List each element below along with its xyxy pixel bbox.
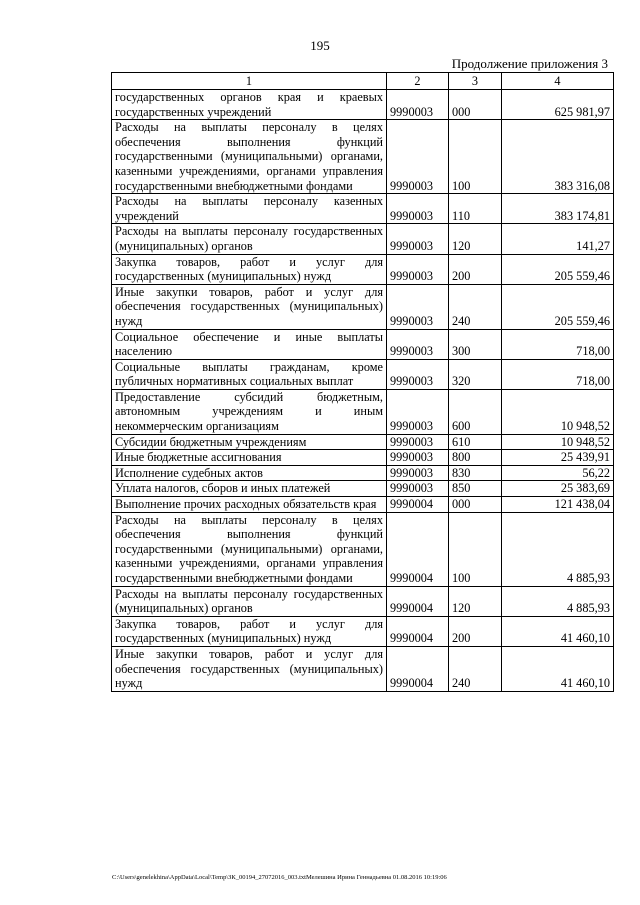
table-row [112,512,614,586]
table-row [112,450,614,466]
amount-cell: 625 981,97 [502,90,614,120]
expense-name-cell: Расходы на выплаты персоналу государственных (муниципальных) органов [112,586,387,616]
header-row [112,73,614,90]
target-article-cell: 9990004 [387,616,449,646]
target-article-cell: 9990004 [387,646,449,691]
expense-type-cell: 320 [449,359,502,389]
expense-name-cell: Предоставление субсидий бюджетным, автономным учреждениям и иным некоммерческим организациям [112,389,387,434]
amount-cell: 718,00 [502,329,614,359]
table-row [112,284,614,329]
expense-name-cell: Иные закупки товаров, работ и услуг для обеспечения государственных (муниципальных) нужд [112,284,387,329]
amount-cell: 41 460,10 [502,646,614,691]
amount-cell: 56,22 [502,465,614,481]
expense-type-cell: 000 [449,497,502,513]
expense-name-cell: Расходы на выплаты персоналу государственных (муниципальных) органов [112,224,387,254]
expense-type-cell: 200 [449,254,502,284]
expense-name-cell: Расходы на выплаты персоналу в целях обеспечения выполнения функций государственными (муниципальными) органами, казенными учреждениями, органами управления государственными внебюджетными фондами [112,120,387,194]
table-row [112,434,614,450]
target-article-cell: 9990003 [387,359,449,389]
target-article-cell: 9990004 [387,512,449,586]
expense-name-cell: государственных органов края и краевых государственных учреждений [112,90,387,120]
expense-type-cell: 200 [449,616,502,646]
table-row [112,497,614,513]
expense-type-cell: 800 [449,450,502,466]
header-col-1: 1 [112,73,387,90]
table-row [112,120,614,194]
table-row [112,616,614,646]
expense-name-cell: Субсидии бюджетным учреждениям [112,434,387,450]
expense-name-cell: Закупка товаров, работ и услуг для государственных (муниципальных) нужд [112,254,387,284]
expense-type-cell: 850 [449,481,502,497]
target-article-cell: 9990004 [387,586,449,616]
table-row [112,359,614,389]
expense-type-cell: 100 [449,120,502,194]
expense-type-cell: 240 [449,646,502,691]
expense-name-cell: Закупка товаров, работ и услуг для государственных (муниципальных) нужд [112,616,387,646]
table-row [112,329,614,359]
target-article-cell: 9990003 [387,90,449,120]
budget-table [111,72,614,692]
expense-type-cell: 830 [449,465,502,481]
amount-cell: 383 316,08 [502,120,614,194]
expense-name-cell: Уплата налогов, сборов и иных платежей [112,481,387,497]
expense-type-cell: 600 [449,389,502,434]
expense-name-cell: Расходы на выплаты персоналу казенных учреждений [112,194,387,224]
table-row [112,254,614,284]
target-article-cell: 9990003 [387,481,449,497]
amount-cell: 718,00 [502,359,614,389]
target-article-cell: 9990003 [387,465,449,481]
expense-name-cell: Исполнение судебных актов [112,465,387,481]
table-row [112,586,614,616]
expense-type-cell: 110 [449,194,502,224]
amount-cell: 141,27 [502,224,614,254]
amount-cell: 10 948,52 [502,389,614,434]
amount-cell: 205 559,46 [502,284,614,329]
expense-type-cell: 000 [449,90,502,120]
expense-type-cell: 100 [449,512,502,586]
target-article-cell: 9990003 [387,450,449,466]
amount-cell: 4 885,93 [502,586,614,616]
header-col-2: 2 [387,73,449,90]
target-article-cell: 9990003 [387,434,449,450]
table-row [112,465,614,481]
target-article-cell: 9990003 [387,329,449,359]
table-row [112,224,614,254]
amount-cell: 25 439,91 [502,450,614,466]
target-article-cell: 9990003 [387,224,449,254]
expense-type-cell: 120 [449,224,502,254]
expense-type-cell: 610 [449,434,502,450]
amount-cell: 10 948,52 [502,434,614,450]
page-number: 195 [310,38,330,53]
expense-name-cell: Выполнение прочих расходных обязательств края [112,497,387,513]
table-row [112,481,614,497]
expense-name-cell: Иные бюджетные ассигнования [112,450,387,466]
footer-file-path: C:\Users\genelekhina\AppData\Local\Temp\ЗК_00194_27072016_003.txtМелешина Ирина Геннадьевна 01.08.2016 10:19:06 [112,874,447,881]
expense-name-cell: Расходы на выплаты персоналу в целях обеспечения выполнения функций государственными (муниципальными) органами, казенными учреждениями, органами управления государственными внебюджетными фондами [112,512,387,586]
target-article-cell: 9990003 [387,284,449,329]
table-row [112,194,614,224]
table-row [112,90,614,120]
target-article-cell: 9990003 [387,389,449,434]
expense-name-cell: Социальные выплаты гражданам, кроме публичных нормативных социальных выплат [112,359,387,389]
amount-cell: 205 559,46 [502,254,614,284]
amount-cell: 41 460,10 [502,616,614,646]
amount-cell: 25 383,69 [502,481,614,497]
expense-name-cell: Иные закупки товаров, работ и услуг для обеспечения государственных (муниципальных) нужд [112,646,387,691]
target-article-cell: 9990003 [387,254,449,284]
target-article-cell: 9990004 [387,497,449,513]
table-row [112,389,614,434]
continuation-label: Продолжение приложения 3 [451,56,608,71]
target-article-cell: 9990003 [387,120,449,194]
expense-type-cell: 300 [449,329,502,359]
expense-type-cell: 240 [449,284,502,329]
amount-cell: 383 174,81 [502,194,614,224]
target-article-cell: 9990003 [387,194,449,224]
table-row [112,646,614,691]
header-col-3: 3 [449,73,502,90]
amount-cell: 4 885,93 [502,512,614,586]
amount-cell: 121 438,04 [502,497,614,513]
expense-name-cell: Социальное обеспечение и иные выплаты населению [112,329,387,359]
header-col-4: 4 [502,73,614,90]
expense-type-cell: 120 [449,586,502,616]
